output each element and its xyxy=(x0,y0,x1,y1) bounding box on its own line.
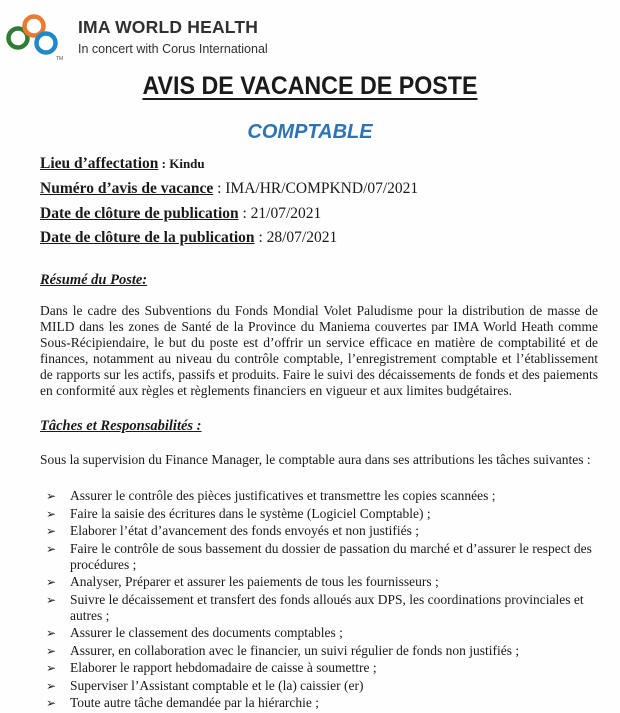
task-text: Assurer, en collaboration avec le financier, un suivi régulier de fonds non justifiés ; xyxy=(70,642,520,658)
tasks-list xyxy=(46,488,598,713)
summary-heading: Résumé du Poste: xyxy=(40,272,148,288)
arrow-bullet-icon: ➢ xyxy=(46,541,57,556)
task-text: Faire le contrôle de sous bassement du dossier de passation du marché et d’assurer le respect des procédures ; xyxy=(70,540,592,572)
meta-label: Date de clôture de la publication xyxy=(40,229,255,246)
meta-label: Lieu d’affectation xyxy=(40,155,159,172)
meta-label: Numéro d’avis de vacance xyxy=(40,180,214,197)
meta-label: Date de clôture de publication xyxy=(40,205,239,222)
meta-vacancy-number xyxy=(40,180,418,198)
arrow-bullet-icon: ➢ xyxy=(46,626,57,640)
arrow-bullet-icon: ➢ xyxy=(46,696,57,710)
arrow-bullet-icon: ➢ xyxy=(46,661,57,675)
list-item xyxy=(46,643,598,659)
meta-value: : 28/07/2021 xyxy=(254,229,338,246)
meta-location xyxy=(40,155,205,173)
arrow-bullet-icon: ➢ xyxy=(46,506,57,521)
task-text: Elaborer l’état d’avancement des fonds envoyés et non justifiés ; xyxy=(70,523,420,538)
list-item xyxy=(46,592,598,624)
meta-closing-date xyxy=(40,229,337,247)
tasks-heading: Tâches et Responsabilités : xyxy=(40,418,202,434)
organization-subtitle: In concert with Corus International xyxy=(78,42,268,56)
task-text: Assurer le classement des documents comptables ; xyxy=(70,625,343,640)
task-text: Superviser l’Assistant comptable et le (la) caissier (er) xyxy=(70,677,364,693)
document-title: AVIS DE VACANCE DE POSTE xyxy=(142,72,478,100)
list-item xyxy=(46,541,598,573)
arrow-bullet-icon: ➢ xyxy=(46,575,57,589)
list-item xyxy=(46,678,598,694)
arrow-bullet-icon: ➢ xyxy=(46,592,57,607)
meta-value: : IMA/HR/COMPKND/07/2021 xyxy=(213,180,419,197)
task-text: Assurer le contrôle des pièces justificatives et transmettre les copies scannées ; xyxy=(70,488,496,503)
list-item xyxy=(46,523,598,539)
arrow-bullet-icon: ➢ xyxy=(46,643,57,658)
meta-publication-close xyxy=(40,205,321,223)
list-item xyxy=(46,506,598,522)
arrow-bullet-icon: ➢ xyxy=(46,524,57,538)
list-item xyxy=(46,574,598,590)
list-item xyxy=(46,488,598,504)
logo-ring-blue xyxy=(37,34,56,53)
list-item xyxy=(46,695,598,711)
arrow-bullet-icon: ➢ xyxy=(46,489,57,503)
ima-world-health-logo xyxy=(4,10,66,62)
organization-name: IMA WORLD HEALTH xyxy=(78,17,259,37)
svg-text:TM: TM xyxy=(56,56,64,62)
task-text: Toute autre tâche demandée par la hiérarchie ; xyxy=(70,695,320,710)
list-item xyxy=(46,625,598,641)
task-text: Analyser, Préparer et assurer les paiements de tous les fournisseurs ; xyxy=(70,574,439,589)
task-text: Faire la saisie des écritures dans le système (Logiciel Comptable) ; xyxy=(70,505,431,521)
task-text: Suivre le décaissement et transfert des fonds alloués aux DPS, les coordinations provinciales et autres ; xyxy=(70,591,584,623)
task-text: Elaborer le rapport hebdomadaire de caisse à soumettre ; xyxy=(70,660,377,675)
meta-value: : 21/07/2021 xyxy=(238,205,322,222)
job-title: COMPTABLE xyxy=(247,121,373,143)
tasks-intro: Sous la supervision du Finance Manager, le comptable aura dans ses attributions les tâches suivantes : xyxy=(40,452,591,467)
arrow-bullet-icon: ➢ xyxy=(46,678,57,693)
meta-value: : Kindu xyxy=(158,156,205,171)
list-item xyxy=(46,660,598,676)
summary-paragraph: Dans le cadre des Subventions du Fonds Mondial Volet Paludisme pour la distribution de masse de MILD dans les zones de Santé de la Province du Maniema couvertes par IMA World Heath comme Sous-Récipiendaire, le but du poste est d’offrir un service efficace en matière de comptabilité et de finances, notamment au niveau du contrôle comptable, l’enregistrement comptable et l’établissement de rapports sur les actifs, passifs et produits. Faire le suivi des décaissements de fonds et des paiements en conformité aux règles et règlements financiers en vigueur et aux limites budgétaires. xyxy=(40,303,598,398)
